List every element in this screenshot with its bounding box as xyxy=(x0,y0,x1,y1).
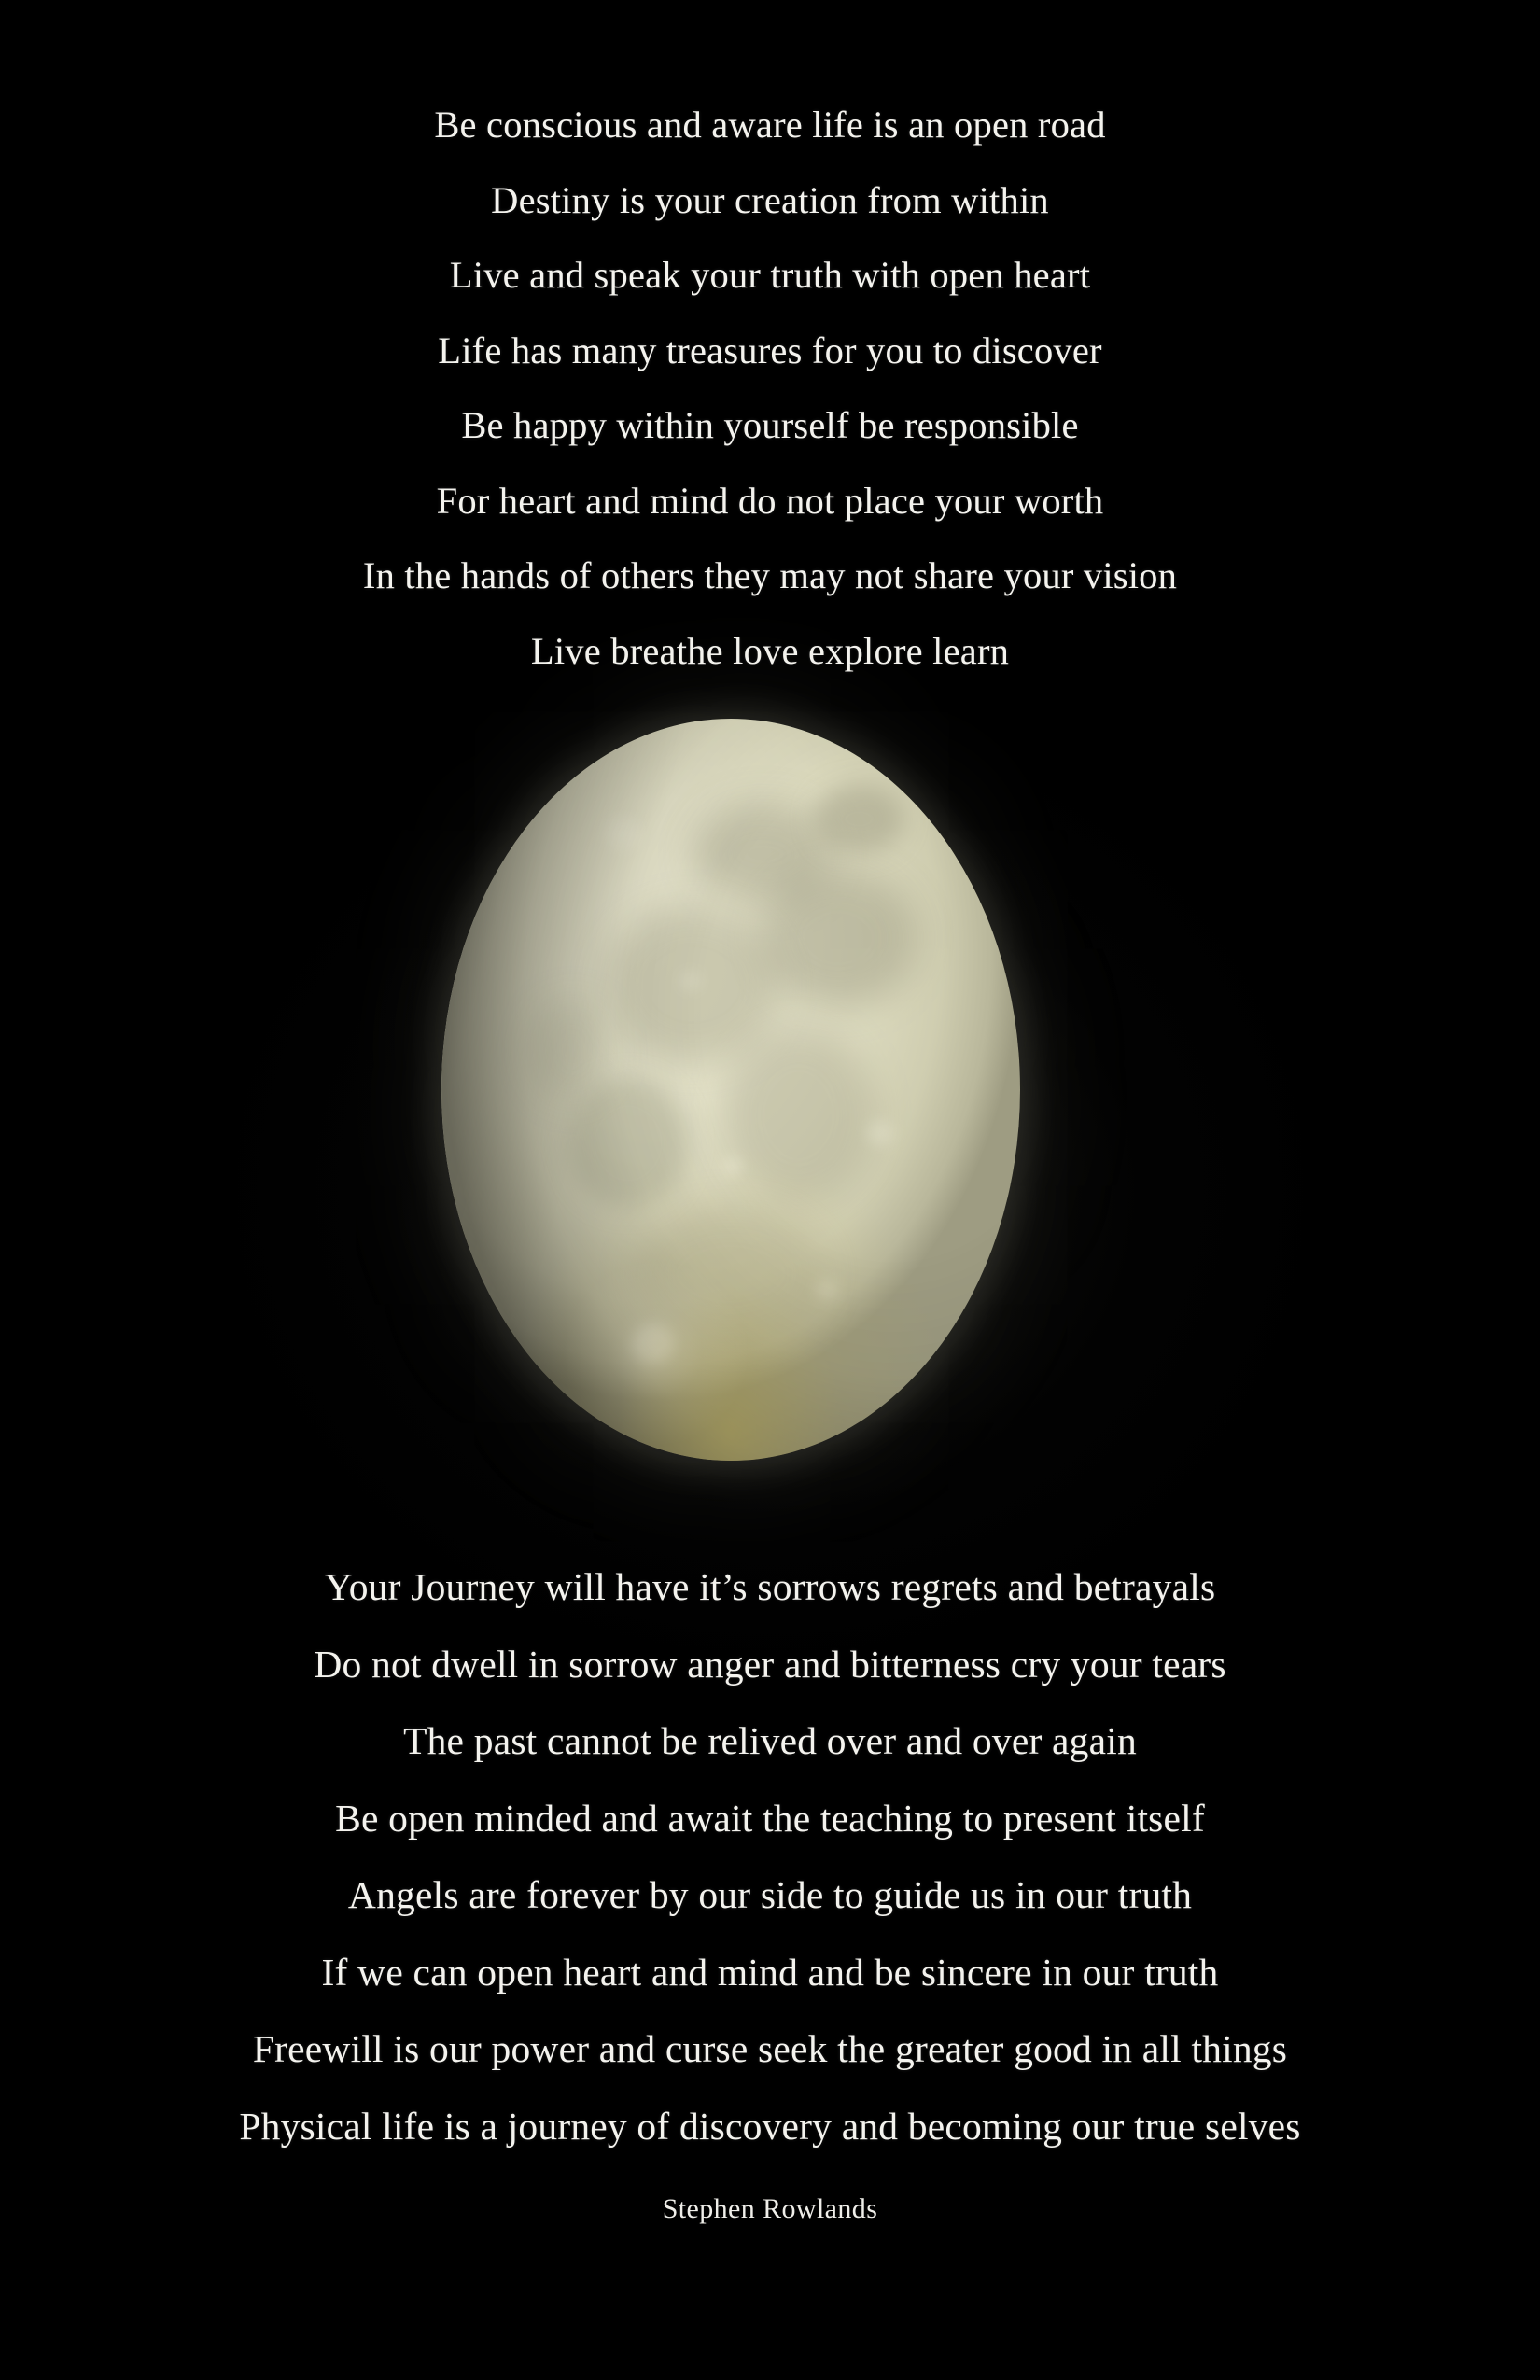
mare-patch xyxy=(633,1204,829,1344)
verse-line: Your Journey will have it’s sorrows regrets and betrayals xyxy=(324,1565,1216,1608)
verse-line: Live breathe love explore learn xyxy=(530,629,1010,672)
crater xyxy=(815,1279,839,1301)
verse-line: Be conscious and aware life is an open road xyxy=(434,104,1106,146)
verse-line: Be open minded and await the teaching to present itself xyxy=(335,1796,1205,1840)
verse-line: Angels are forever by our side to guide us in our truth xyxy=(347,1873,1193,1916)
verse-line: Destiny is your creation from within xyxy=(491,178,1049,221)
crater-ray-system xyxy=(563,1260,749,1447)
crater xyxy=(866,1120,894,1146)
verse-line: Be happy within yourself be responsible xyxy=(461,404,1079,446)
crater xyxy=(721,1157,742,1176)
verse-bottom xyxy=(0,1565,1540,2184)
moon-image xyxy=(441,719,1020,1461)
mare-patch xyxy=(693,803,833,905)
author-signature: Stephen Rowlands xyxy=(662,2193,878,2224)
mare-patch xyxy=(721,1027,875,1204)
verse-line: Life has many treasures for you to discover xyxy=(438,329,1102,371)
mare-patch xyxy=(759,868,917,1008)
verse-line: The past cannot be relived over and over again xyxy=(403,1719,1137,1762)
verse-line: If we can open heart and mind and be sincere in our truth xyxy=(321,1950,1219,1994)
moon-disc xyxy=(441,719,1020,1461)
crater xyxy=(633,1325,674,1363)
mare-patch xyxy=(815,784,903,854)
verse-line: In the hands of others they may not share your vision xyxy=(362,554,1178,596)
mare-patch xyxy=(567,1078,689,1209)
crater xyxy=(679,971,702,991)
mare-patch xyxy=(530,999,614,1101)
verse-top xyxy=(0,106,1540,707)
crater xyxy=(605,817,640,848)
verse-line: Freewill is our power and curse seek the greater good in all things xyxy=(252,2027,1288,2070)
verse-line: Physical life is a journey of discovery and becoming our true selves xyxy=(239,2104,1301,2148)
mare-patch xyxy=(605,905,782,1064)
verse-line: Live and speak your truth with open heart xyxy=(449,254,1091,296)
verse-line: For heart and mind do not place your worth xyxy=(436,479,1104,522)
verse-line: Do not dwell in sorrow anger and bitterness cry your tears xyxy=(314,1642,1226,1686)
